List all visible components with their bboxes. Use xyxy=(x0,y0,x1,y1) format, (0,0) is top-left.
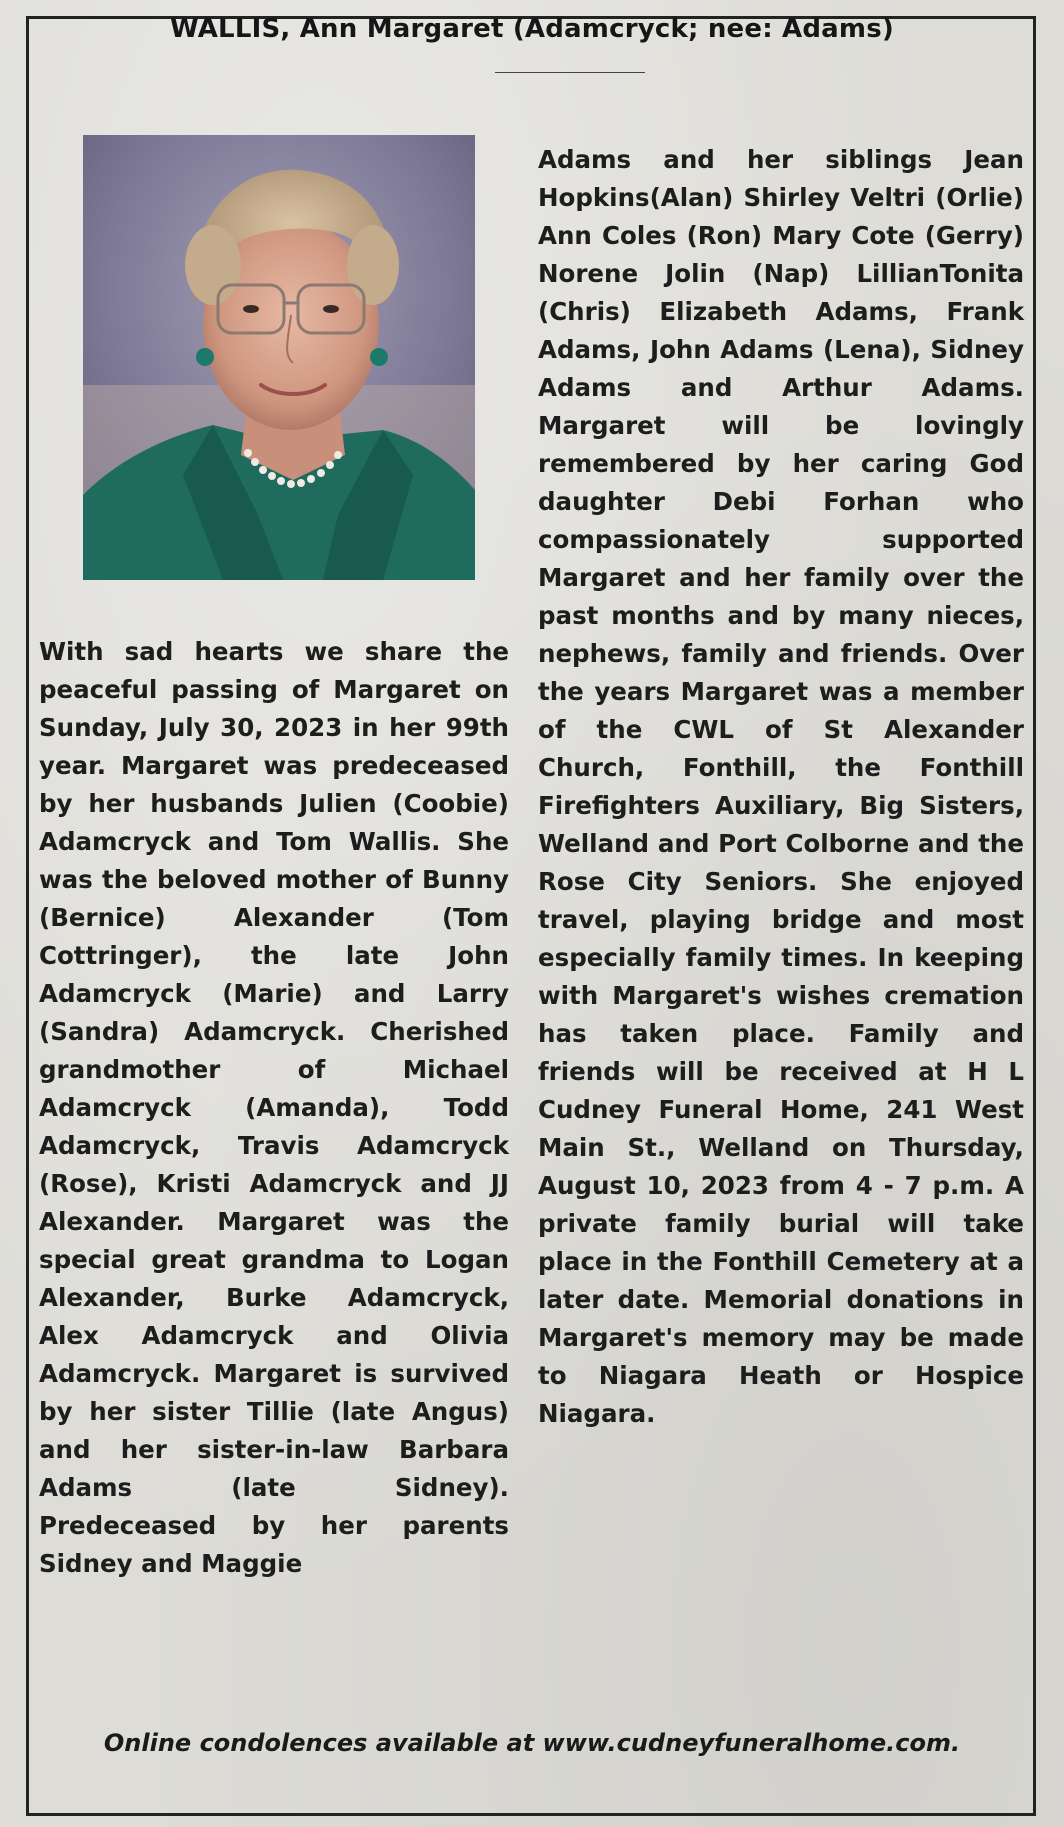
obituary-text-right-column: Adams and her siblings Jean Hopkins(Alan) Shirley Veltri (Orlie) Ann Coles (Ron) Mary Cote (Gerry) Norene Jolin (Nap) LillianTonita (Chris) Elizabeth Adams, Frank Adams, John Adams (Lena), Sidney Adams and Arthur Adams. Margaret will be lovingly remembered by her caring God daughter Debi Forhan who compassionately supported Margaret and her family over the past months and by many nieces, nephews, family and friends. Over the years Margaret was a member of the CWL of St Alexander Church, Fonthill, the Fonthill Firefighters Auxiliary, Big Sisters, Welland and Port Colborne and the Rose City Seniors. She enjoyed travel, playing bridge and most especially family times. In keeping with Margaret's wishes cremation has taken place. Family and friends will be received at H L Cudney Funeral Home, 241 West Main St., Welland on Thursday, August 10, 2023 from 4 - 7 p.m. A private family burial will take place in the Fonthill Cemetery at a later date. Memorial donations in Margaret's memory may be made to Niagara Heath or Hospice Niagara. xyxy=(538,145,1024,1428)
obituary-title: WALLIS, Ann Margaret (Adamcryck; nee: Adams) xyxy=(170,14,894,44)
portrait-photo xyxy=(83,135,475,580)
title-underline xyxy=(495,72,645,73)
portrait-illustration xyxy=(83,135,475,580)
condolences-footer: Online condolences available at www.cudneyfuneralhome.com. xyxy=(103,1729,961,1757)
obituary-text-left-column: With sad hearts we share the peaceful passing of Margaret on Sunday, July 30, 2023 in her 99th year. Margaret was predeceased by her husbands Julien (Coobie) Adamcryck and Tom Wallis. She was the beloved mother of Bunny (Bernice) Alexander (Tom Cottringer), the late John Adamcryck (Marie) and Larry (Sandra) Adamcryck. Cherished grandmother of Michael Adamcryck (Amanda), Todd Adamcryck, Travis Adamcryck (Rose), Kristi Adamcryck and JJ Alexander. Margaret was the special great grandma to Logan Alexander, Burke Adamcryck, Alex Adamcryck and Olivia Adamcryck. Margaret is survived by her sister Tillie (late Angus) and her sister-in-law Barbara Adams (late Sidney). Predeceased by her parents Sidney and Maggie xyxy=(39,637,509,1578)
